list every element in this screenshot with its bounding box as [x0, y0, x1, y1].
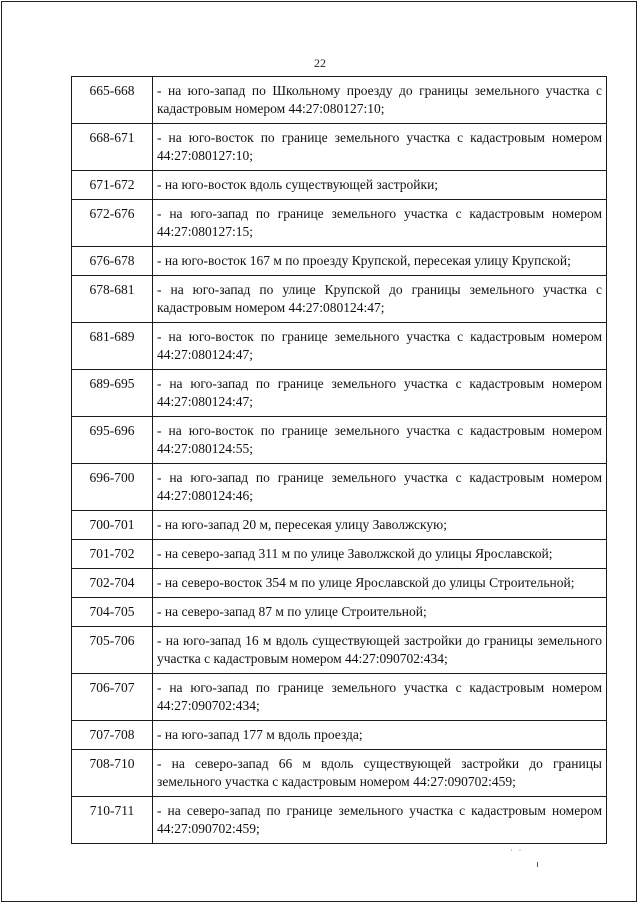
page-number: 22: [314, 56, 326, 70]
segment-points-cell: 696-700: [72, 464, 153, 511]
table-row: [72, 124, 607, 171]
segment-points-cell: 671-672: [72, 171, 153, 200]
segment-description-cell: - на юго-восток вдоль существующей застройки;: [153, 171, 607, 200]
segment-points-cell: 701-702: [72, 540, 153, 569]
table-row: [72, 674, 607, 721]
table-row: [72, 276, 607, 323]
table-row: [72, 77, 607, 124]
segment-description-cell: - на северо-запад 87 м по улице Строительной;: [153, 598, 607, 627]
table-row: [72, 750, 607, 797]
table-body: [72, 77, 607, 844]
boundary-description-table: [71, 76, 607, 844]
table-row: [72, 511, 607, 540]
segment-description-cell: - на юго-запад по границе земельного участка с кадастровым номером 44:27:080124:46;: [153, 464, 607, 511]
segment-points-cell: 702-704: [72, 569, 153, 598]
segment-points-cell: 665-668: [72, 77, 153, 124]
segment-description-cell: - на северо-запад 311 м по улице Заволжской до улицы Ярославской;: [153, 540, 607, 569]
table-row: [72, 540, 607, 569]
segment-description-cell: - на юго-запад по границе земельного участка с кадастровым номером 44:27:080124:47;: [153, 370, 607, 417]
segment-description-cell: - на юго-запад 20 м, пересекая улицу Заволжскую;: [153, 511, 607, 540]
table-row: [72, 569, 607, 598]
segment-description-cell: - на северо-запад 66 м вдоль существующей застройки до границы земельного участка с кадастровым номером 44:27:090702:459;: [153, 750, 607, 797]
segment-description-cell: - на юго-запад 16 м вдоль существующей застройки до границы земельного участка с кадастровым номером 44:27:090702:434;: [153, 627, 607, 674]
segment-points-cell: 704-705: [72, 598, 153, 627]
segment-points-cell: 676-678: [72, 247, 153, 276]
table-row: [72, 417, 607, 464]
segment-points-cell: 689-695: [72, 370, 153, 417]
segment-points-cell: 668-671: [72, 124, 153, 171]
segment-description-cell: - на юго-восток по границе земельного участка с кадастровым номером 44:27:080127:10;: [153, 124, 607, 171]
segment-description-cell: - на юго-запад по границе земельного участка с кадастровым номером 44:27:080127:15;: [153, 200, 607, 247]
segment-points-cell: 681-689: [72, 323, 153, 370]
segment-points-cell: 710-711: [72, 797, 153, 844]
table-row: [72, 721, 607, 750]
table-row: [72, 464, 607, 511]
scan-artifact: · ·: [510, 846, 524, 855]
table-row: [72, 797, 607, 844]
segment-points-cell: 705-706: [72, 627, 153, 674]
segment-points-cell: 678-681: [72, 276, 153, 323]
table-row: [72, 200, 607, 247]
segment-description-cell: - на северо-восток 354 м по улице Ярославской до улицы Строительной;: [153, 569, 607, 598]
segment-description-cell: - на юго-запад по улице Крупской до границы земельного участка с кадастровым номером 44:27:080124:47;: [153, 276, 607, 323]
segment-points-cell: 672-676: [72, 200, 153, 247]
segment-description-cell: - на юго-запад по границе земельного участка с кадастровым номером 44:27:090702:434;: [153, 674, 607, 721]
segment-description-cell: - на юго-запад 177 м вдоль проезда;: [153, 721, 607, 750]
segment-description-cell: - на юго-запад по Школьному проезду до границы земельного участка с кадастровым номером 44:27:080127:10;: [153, 77, 607, 124]
segment-points-cell: 708-710: [72, 750, 153, 797]
segment-points-cell: 700-701: [72, 511, 153, 540]
segment-points-cell: 706-707: [72, 674, 153, 721]
table-row: [72, 370, 607, 417]
table-row: [72, 598, 607, 627]
scan-artifact-mark: [537, 862, 538, 867]
table-row: [72, 247, 607, 276]
segment-description-cell: - на юго-восток по границе земельного участка с кадастровым номером 44:27:080124:47;: [153, 323, 607, 370]
segment-description-cell: - на северо-запад по границе земельного участка с кадастровым номером 44:27:090702:459;: [153, 797, 607, 844]
segment-description-cell: - на юго-восток по границе земельного участка с кадастровым номером 44:27:080124:55;: [153, 417, 607, 464]
segment-description-cell: - на юго-восток 167 м по проезду Крупской, пересекая улицу Крупской;: [153, 247, 607, 276]
table-row: [72, 323, 607, 370]
table-row: [72, 171, 607, 200]
segment-points-cell: 695-696: [72, 417, 153, 464]
segment-points-cell: 707-708: [72, 721, 153, 750]
table-row: [72, 627, 607, 674]
